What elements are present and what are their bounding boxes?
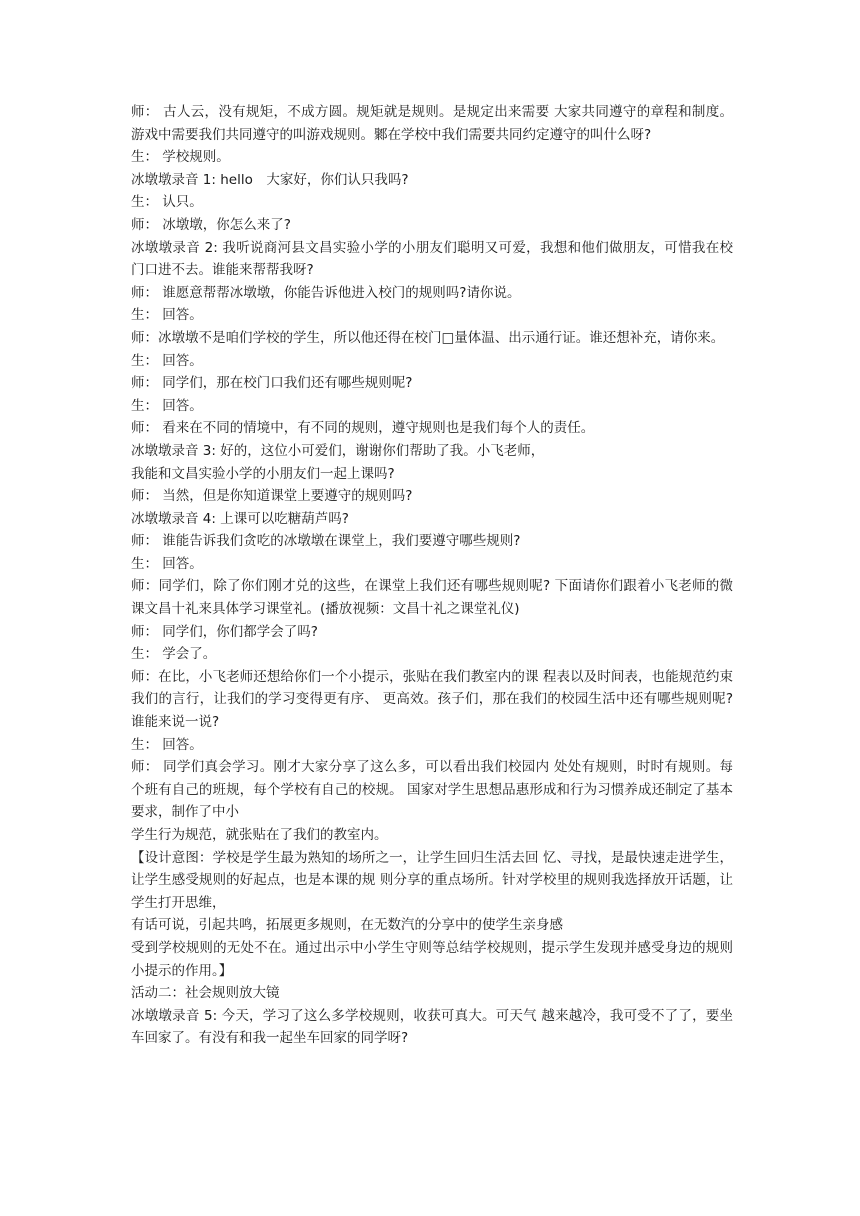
- paragraph: 师：同学们，除了你们刚才兑的这些，在课堂上我们还有哪些规则呢? 下面请你们跟着小飞老师的微课文昌十礼来具体学习课堂礼。(播放视频：文昌十礼之课堂礼仪): [131, 578, 733, 618]
- paragraph: 师： 同学们，你们都学会了吗?: [131, 623, 318, 640]
- design-intent-paragraph: 【设计意图：学校是学生最为熟知的场所之一，让学生回归生活去回 忆、寻找，是最快速走进学生，让学生感受规则的好起点，也是本课的规 则分享的重点场所。针对学校里的规则我选择放开话题，让学生打开思维，: [131, 849, 733, 911]
- paragraph: 生： 学会了。: [131, 646, 217, 663]
- document-body: [131, 101, 733, 1050]
- paragraph: 我能和文昌实验小学的小朋友们一起上课吗?: [131, 465, 395, 482]
- paragraph: 师： 古人云，没有规矩，不成方圆。规矩就是规则。是规定出来需要 大家共同遵守的章程和制度。游戏中需要我们共同遵守的叫游戏规则。鄹在学校中我们需要共同约定遵守的叫什么呀?: [131, 104, 733, 143]
- paragraph: 师： 当然，但是你知道课堂上要遵守的规则吗?: [131, 488, 413, 505]
- paragraph: 生： 回答。: [131, 307, 203, 324]
- paragraph: 生： 学校规则。: [131, 149, 230, 166]
- paragraph: 冰墩墩录音 3: 好的，这位小可爱们，谢谢你们帮助了我。小飞老师，: [131, 442, 545, 459]
- design-intent-paragraph: 受到学校规则的无处不在。通过出示中小学生守则等总结学校规则，提示学生发现并感受身边的规则小提示的作用。】: [131, 939, 733, 979]
- paragraph: 师： 同学们真会学习。刚才大家分享了这么多，可以看出我们校园内 处处有规则，时时有规则。每个班有自己的班规，每个学校有自己的校规。 国家对学生思想品惠形成和行为习惯养成还制定了基本要求，制作了中小: [131, 759, 733, 821]
- paragraph: 生： 认只。: [131, 194, 203, 211]
- paragraph: 生： 回答。: [131, 555, 203, 572]
- paragraph: 学生行为规范，就张贴在了我们的教室内。: [131, 827, 388, 843]
- paragraph: 冰墩墩录音 2: 我听说商河县文昌实验小学的小朋友们聪明又可爱，我想和他们做朋友，可惜我在校门口进不去。谁能来帮帮我呀?: [131, 239, 733, 279]
- paragraph: 冰墩墩录音 5: 今天，学习了这么多学校规则，收获可真大。可天气 越来越冷，我可受不了了，要坐车回家了。有没有和我一起坐车回家的同学呀?: [131, 1007, 733, 1047]
- paragraph: 师： 冰墩墩，你怎么来了?: [131, 216, 291, 233]
- paragraph: 生： 回答。: [131, 736, 203, 753]
- paragraph: 生： 回答。: [131, 352, 203, 369]
- paragraph: 师： 谁能告诉我们贪吃的冰墩墩在课堂上，我们要遵守哪些规则?: [131, 533, 521, 550]
- paragraph: 师： 看来在不同的情境中，有不同的规则，遵守规则也是我们每个人的责任。: [131, 420, 595, 437]
- paragraph: 冰墩墩录音 1: hello 大家好，你们认只我吗?: [131, 171, 409, 188]
- paragraph: 生： 回答。: [131, 397, 203, 414]
- paragraph: 师： 同学们，那在校门口我们还有哪些规则呢?: [131, 375, 413, 392]
- paragraph: 师：冰墩墩不是咱们学校的学生，所以他还得在校门□量体温、出示通行证。谁还想补充，请你来。: [131, 329, 725, 346]
- design-intent-paragraph: 有话可说，引起共鸣，拓展更多规则，在无数汽的分享中的使学生亲身感: [131, 917, 563, 934]
- paragraph: 师： 谁愿意帮帮冰墩墩，你能告诉他进入校门的规则吗?请你说。: [131, 284, 521, 301]
- paragraph: 师：在比，小飞老师还想给你们一个小提示，张贴在我们教室内的课 程表以及时间表，也能规范约束我们的言行，让我们的学习变得更有序、 更高效。孩子们，那在我们的校园生活中还有哪些规则呢?谁能来说一说?: [131, 668, 733, 731]
- paragraph: 冰墩墩录音 4: 上课可以吃糖葫芦吗?: [131, 510, 349, 527]
- section-heading: 活动二：社会规则放大镜: [131, 985, 280, 1002]
